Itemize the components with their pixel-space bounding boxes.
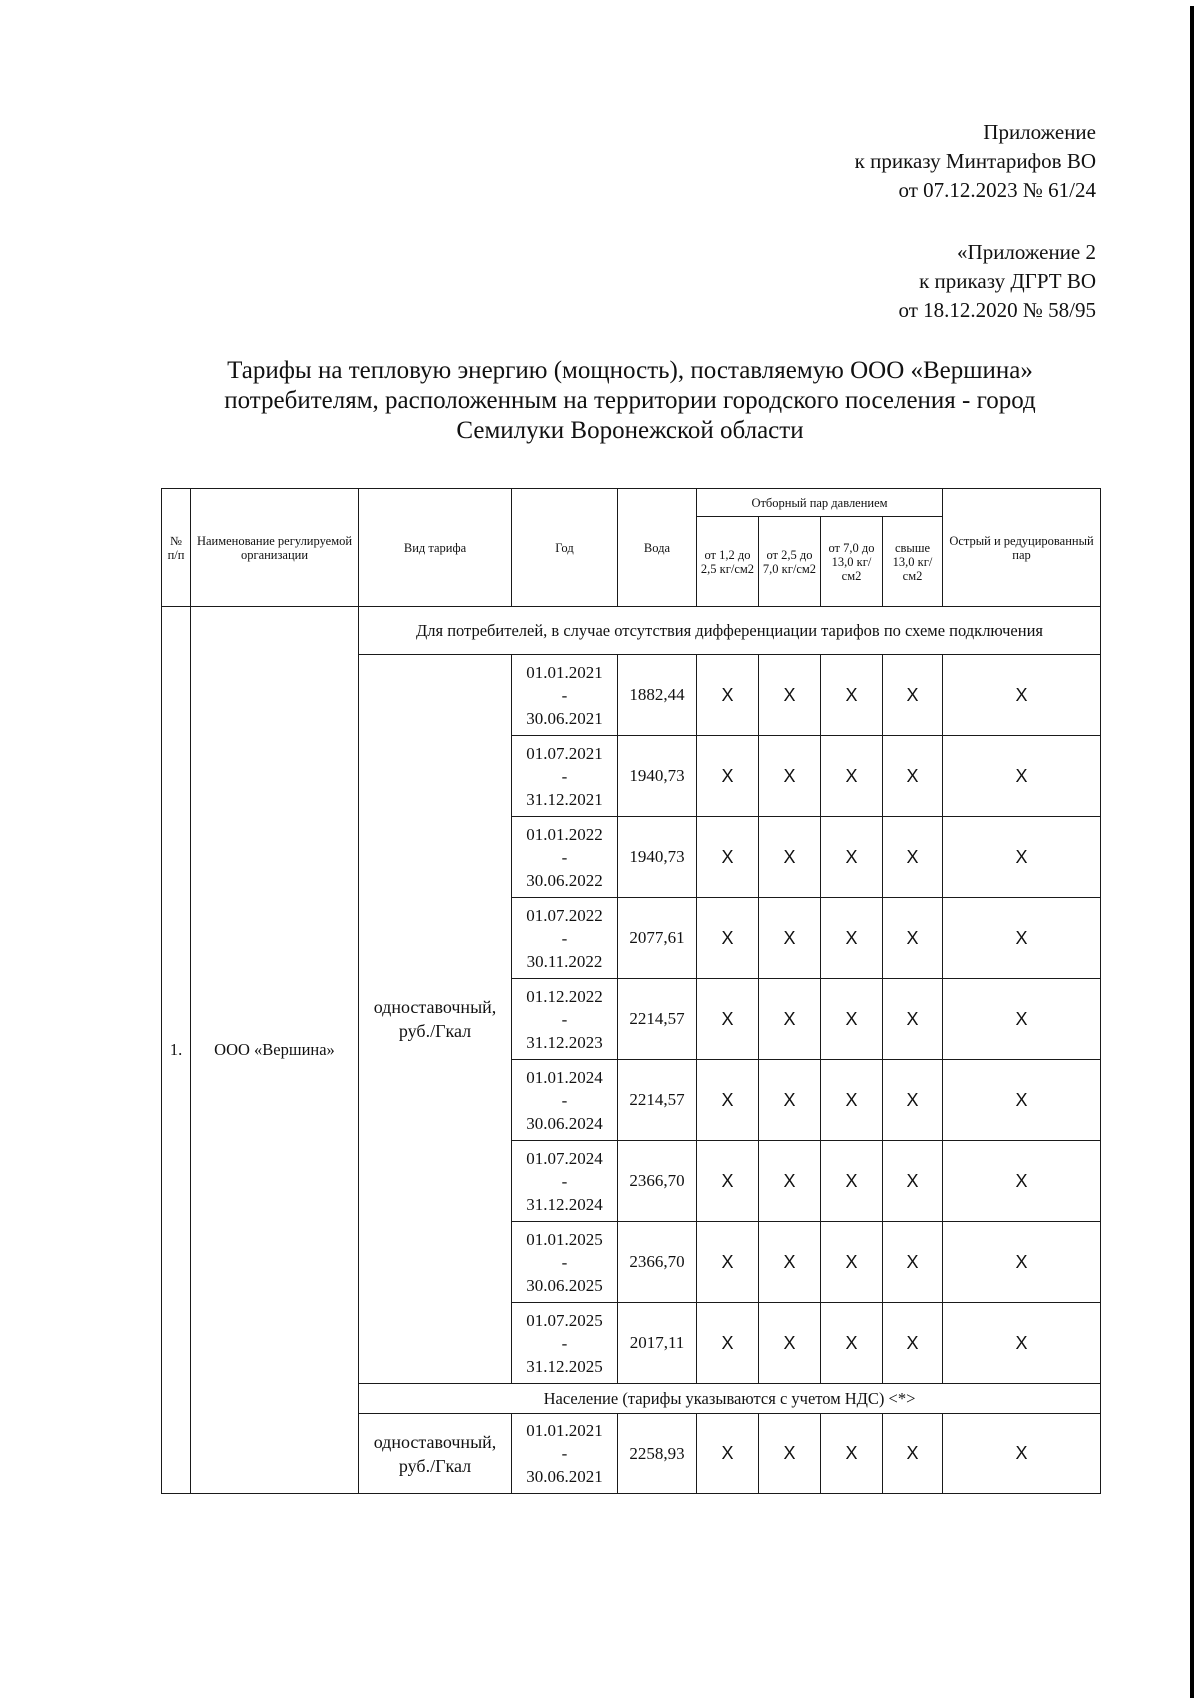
period-start: 01.01.2025: [526, 1229, 603, 1249]
section-row: [162, 607, 1101, 655]
header-water: Вода: [618, 489, 697, 607]
period-cell: [512, 898, 618, 979]
not-applicable-cell: X: [821, 1303, 883, 1384]
header-steam-2: от 2,5 до 7,0 кг/см2: [759, 517, 821, 607]
not-applicable-cell: X: [883, 1141, 943, 1222]
tariff-type-cell: одноставочный, руб./Гкал: [359, 1414, 512, 1494]
period-end: 31.12.2021: [526, 789, 603, 809]
not-applicable-cell: X: [759, 655, 821, 736]
period-end: 30.06.2022: [526, 870, 603, 890]
period-end: 31.12.2023: [526, 1032, 603, 1052]
header-steam-1: от 1,2 до 2,5 кг/см2: [697, 517, 759, 607]
not-applicable-cell: X: [759, 817, 821, 898]
not-applicable-cell: X: [883, 1222, 943, 1303]
title-line: Семилуки Воронежской области: [456, 417, 804, 444]
not-applicable-cell: X: [943, 979, 1101, 1060]
period-cell: [512, 1141, 618, 1222]
period-cell: [512, 817, 618, 898]
not-applicable-cell: X: [759, 1060, 821, 1141]
not-applicable-cell: X: [697, 736, 759, 817]
header-steam-group: Отборный пар давлением: [697, 489, 943, 517]
appendix-header-line: от 07.12.2023 № 61/24: [898, 178, 1096, 202]
period-cell: [512, 655, 618, 736]
appendix-header-line: «Приложение 2: [957, 240, 1096, 264]
period-start: 01.01.2021: [526, 662, 603, 682]
not-applicable-cell: X: [821, 979, 883, 1060]
water-tariff-cell: 1940,73: [618, 736, 697, 817]
period-cell: [512, 979, 618, 1060]
period-start: 01.07.2025: [526, 1310, 603, 1330]
period-end: 30.06.2025: [526, 1275, 603, 1295]
not-applicable-cell: X: [943, 1414, 1101, 1494]
water-tariff-cell: 2366,70: [618, 1222, 697, 1303]
section-title: Население (тарифы указываются с учетом НДС) <*>: [359, 1384, 1101, 1414]
header-tariff-type: Вид тарифа: [359, 489, 512, 607]
not-applicable-cell: X: [759, 1222, 821, 1303]
period-start: 01.07.2022: [526, 905, 603, 925]
not-applicable-cell: X: [943, 1303, 1101, 1384]
not-applicable-cell: X: [759, 736, 821, 817]
page-edge-line: [1190, 6, 1194, 1698]
not-applicable-cell: X: [943, 655, 1101, 736]
not-applicable-cell: X: [697, 655, 759, 736]
appendix-header-line: к приказу ДГРТ ВО: [919, 269, 1096, 293]
water-tariff-cell: 2258,93: [618, 1414, 697, 1494]
not-applicable-cell: X: [821, 1414, 883, 1494]
period-separator: -: [561, 1252, 568, 1272]
period-start: 01.12.2022: [526, 986, 603, 1006]
water-tariff-cell: 2214,57: [618, 979, 697, 1060]
title-line: Тарифы на тепловую энергию (мощность), поставляемую ООО «Вершина»: [227, 357, 1033, 384]
not-applicable-cell: X: [697, 898, 759, 979]
header-steam-4: свыше 13,0 кг/см2: [883, 517, 943, 607]
water-tariff-cell: 2077,61: [618, 898, 697, 979]
water-tariff-cell: 2214,57: [618, 1060, 697, 1141]
tariff-table: [161, 488, 1101, 1494]
not-applicable-cell: X: [759, 1141, 821, 1222]
not-applicable-cell: X: [697, 1141, 759, 1222]
period-cell: [512, 1222, 618, 1303]
period-cell: [512, 1414, 618, 1494]
appendix-header-line: к приказу Минтарифов ВО: [854, 149, 1096, 173]
not-applicable-cell: X: [943, 736, 1101, 817]
not-applicable-cell: X: [821, 898, 883, 979]
not-applicable-cell: X: [883, 1414, 943, 1494]
not-applicable-cell: X: [821, 1141, 883, 1222]
period-cell: [512, 736, 618, 817]
period-separator: -: [561, 1090, 568, 1110]
not-applicable-cell: X: [759, 979, 821, 1060]
not-applicable-cell: X: [943, 1222, 1101, 1303]
not-applicable-cell: X: [697, 1060, 759, 1141]
not-applicable-cell: X: [697, 1222, 759, 1303]
not-applicable-cell: X: [821, 817, 883, 898]
not-applicable-cell: X: [821, 1222, 883, 1303]
period-separator: -: [561, 1444, 568, 1463]
not-applicable-cell: X: [697, 1303, 759, 1384]
period-separator: -: [561, 928, 568, 948]
not-applicable-cell: X: [883, 898, 943, 979]
period-separator: -: [561, 847, 568, 867]
period-separator: -: [561, 1333, 568, 1353]
not-applicable-cell: X: [883, 1060, 943, 1141]
appendix-header-line: Приложение: [983, 120, 1096, 144]
appendix-header-line: от 18.12.2020 № 58/95: [898, 298, 1096, 322]
period-start: 01.07.2024: [526, 1148, 603, 1168]
period-cell: [512, 1303, 618, 1384]
not-applicable-cell: X: [943, 898, 1101, 979]
appendix-header: [855, 118, 1096, 205]
period-start: 01.01.2022: [526, 824, 603, 844]
header-steam-3: от 7,0 до 13,0 кг/см2: [821, 517, 883, 607]
water-tariff-cell: 2017,11: [618, 1303, 697, 1384]
period-end: 31.12.2025: [526, 1356, 603, 1376]
header-year: Год: [512, 489, 618, 607]
not-applicable-cell: X: [821, 736, 883, 817]
period-cell: [512, 1060, 618, 1141]
not-applicable-cell: X: [943, 817, 1101, 898]
not-applicable-cell: X: [883, 817, 943, 898]
period-separator: -: [561, 685, 568, 705]
not-applicable-cell: X: [759, 1414, 821, 1494]
section-title: Для потребителей, в случае отсутствия дифференциации тарифов по схеме подключения: [359, 607, 1101, 655]
period-end: 30.06.2024: [526, 1113, 603, 1133]
water-tariff-cell: 1882,44: [618, 655, 697, 736]
header-number: № п/п: [162, 489, 191, 607]
not-applicable-cell: X: [883, 655, 943, 736]
organization-name: ООО «Вершина»: [191, 607, 359, 1494]
header-organization: Наименование регулируемой организации: [191, 489, 359, 607]
period-end: 31.12.2024: [526, 1194, 603, 1214]
period-separator: -: [561, 1009, 568, 1029]
water-tariff-cell: 2366,70: [618, 1141, 697, 1222]
period-start: 01.01.2024: [526, 1067, 603, 1087]
original-appendix-header: [898, 238, 1096, 325]
title-line: потребителям, расположенным на территории городского поселения - город: [224, 387, 1036, 414]
not-applicable-cell: X: [697, 979, 759, 1060]
not-applicable-cell: X: [883, 736, 943, 817]
header-sharp-steam: Острый и редуцированный пар: [943, 489, 1101, 607]
period-separator: -: [561, 766, 568, 786]
not-applicable-cell: X: [821, 655, 883, 736]
not-applicable-cell: X: [943, 1141, 1101, 1222]
not-applicable-cell: X: [883, 979, 943, 1060]
tariff-type-cell: одноставочный, руб./Гкал: [359, 655, 512, 1384]
document-title: [150, 356, 1110, 446]
not-applicable-cell: X: [759, 1303, 821, 1384]
not-applicable-cell: X: [697, 1414, 759, 1494]
period-end: 30.11.2022: [526, 951, 603, 971]
water-tariff-cell: 1940,73: [618, 817, 697, 898]
period-separator: -: [561, 1171, 568, 1191]
not-applicable-cell: X: [883, 1303, 943, 1384]
period-end: 30.06.2021: [526, 1467, 603, 1486]
period-end: 30.06.2021: [526, 708, 603, 728]
period-start: 01.01.2021: [526, 1421, 603, 1440]
row-number: 1.: [162, 607, 191, 1494]
period-start: 01.07.2021: [526, 743, 603, 763]
not-applicable-cell: X: [821, 1060, 883, 1141]
not-applicable-cell: X: [697, 817, 759, 898]
not-applicable-cell: X: [759, 898, 821, 979]
not-applicable-cell: X: [943, 1060, 1101, 1141]
